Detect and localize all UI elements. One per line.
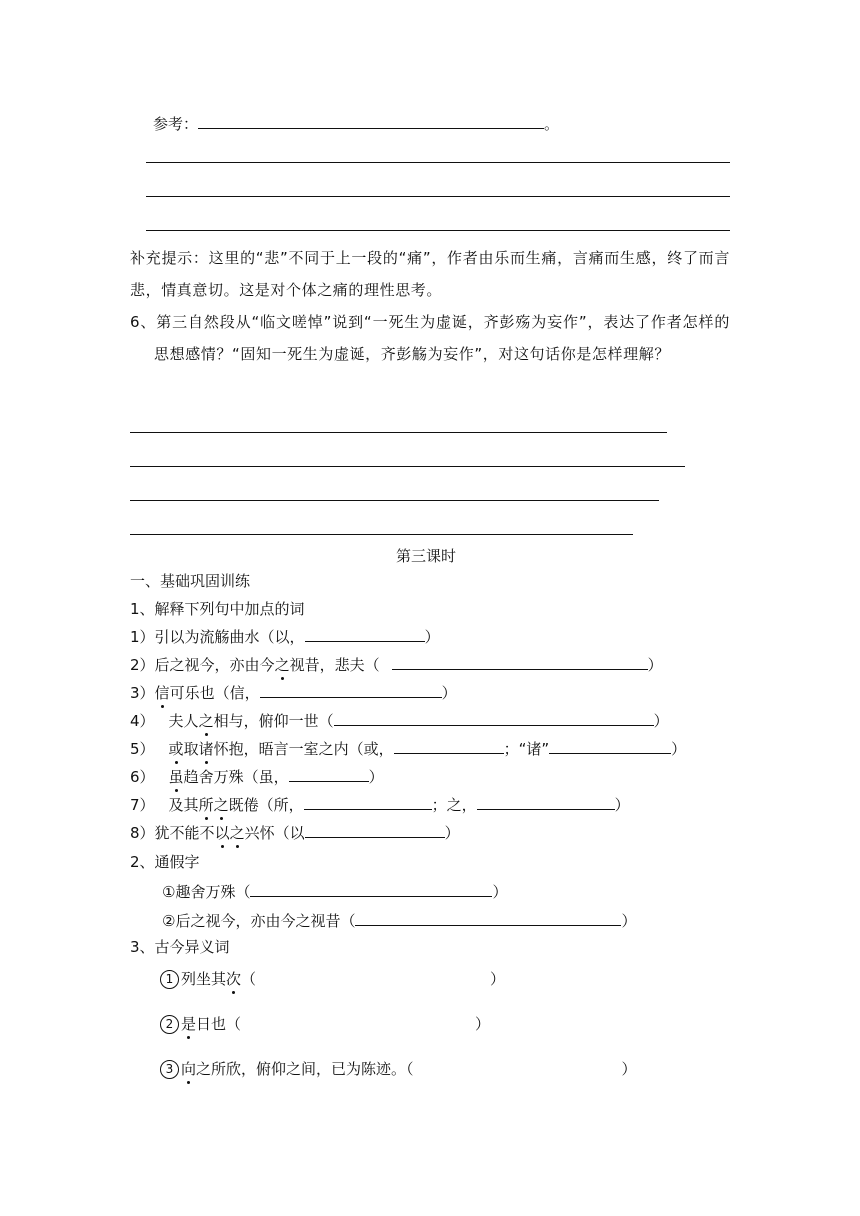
item-end: ）: [492, 883, 508, 901]
item-end: ）: [444, 824, 460, 842]
item-text: 夫人: [168, 712, 199, 730]
dotted-word: 之: [198, 712, 214, 730]
q1-item-1: [130, 625, 440, 647]
item-text: （: [241, 970, 257, 988]
item-text: 引以为流觞曲水（以，: [154, 628, 305, 646]
answer-blank[interactable]: [305, 821, 445, 838]
item-number: 8）: [130, 824, 155, 842]
q1-item-7: [130, 793, 630, 815]
answer-line-1[interactable]: [146, 162, 730, 163]
item-text: 列坐其: [181, 970, 227, 988]
q2-item-a: [162, 880, 507, 902]
item-end: ）: [368, 768, 384, 786]
item-number: 1）: [130, 628, 155, 646]
item-text: ；之，: [431, 796, 477, 814]
item-text: 视昔，悲夫（: [289, 656, 380, 674]
item-text: 之所欣，俯仰之间，已为陈迹。（: [196, 1060, 414, 1078]
answer-blank[interactable]: [477, 793, 615, 810]
item-end: ）: [653, 712, 669, 730]
reference-blank[interactable]: [198, 112, 544, 129]
answer-blank[interactable]: [305, 625, 425, 642]
item-end: ）: [647, 656, 663, 674]
q6-answer-line-4[interactable]: [130, 534, 633, 535]
answer-blank[interactable]: [260, 681, 442, 698]
q1-item-2: [130, 653, 663, 675]
dotted-word: 虽: [168, 768, 184, 786]
reference-end: 。: [544, 115, 560, 133]
item-text: ②后之视今，亦由今之视昔（: [162, 912, 356, 930]
reference-label: 参考：: [153, 115, 199, 133]
dotted-word: 或: [168, 740, 184, 758]
answer-blank[interactable]: [289, 765, 369, 782]
item-text: 趋舍万殊（虽，: [183, 768, 289, 786]
item-text: 后之视今，亦由今: [154, 656, 275, 674]
item-number: 4）: [130, 712, 155, 730]
item-end: ）: [614, 796, 630, 814]
answer-blank[interactable]: [549, 737, 671, 754]
question-2-heading: 2、通假字: [130, 853, 200, 871]
item-text: ①趣舍万殊（: [162, 883, 251, 901]
dotted-word: 之: [213, 796, 229, 814]
answer-blank[interactable]: [392, 653, 648, 670]
q1-item-8: [130, 821, 460, 843]
dotted-word: 之: [229, 824, 245, 842]
dotted-word: 向: [181, 1060, 197, 1078]
lesson-title: 第三课时: [396, 547, 457, 565]
reference-line: [153, 112, 559, 134]
dotted-word: 之: [274, 656, 290, 674]
item-text: 既倦（所，: [228, 796, 304, 814]
answer-blank[interactable]: [394, 737, 504, 754]
q3-item-c: [160, 1059, 637, 1079]
section-heading: 一、基础巩固训练: [130, 572, 251, 590]
item-number: 2）: [130, 656, 155, 674]
item-text: 相与，俯仰一世（: [213, 712, 334, 730]
dotted-word: 以: [214, 824, 230, 842]
item-text: 及其: [168, 796, 199, 814]
item-end: ）: [621, 1060, 637, 1078]
answer-line-3[interactable]: [146, 230, 730, 231]
dotted-word: 信: [154, 684, 170, 702]
item-text: 取: [183, 740, 199, 758]
question-3-heading: 3、古今异义词: [130, 938, 230, 956]
item-end: ）: [621, 912, 637, 930]
q3-item-b: [160, 1014, 490, 1034]
question-6: 6、第三自然段从“临文嗟悼”说到“一死生为虚诞，齐彭殇为妄作”，表达了作者怎样的思想感情？“固知一死生为虚诞，齐彭觞为妄作”，对这句话你是怎样理解？: [130, 313, 730, 363]
answer-line-2[interactable]: [146, 196, 730, 197]
answer-blank[interactable]: [250, 880, 492, 897]
item-number: 6）: [130, 768, 155, 786]
item-text: 兴怀（以: [244, 824, 305, 842]
answer-blank[interactable]: [334, 709, 654, 726]
item-end: ）: [424, 628, 440, 646]
item-number: 5）: [130, 740, 155, 758]
q1-item-3: [130, 681, 457, 703]
circled-number: 2: [160, 1015, 179, 1034]
item-text: 犹不能不: [154, 824, 215, 842]
answer-blank[interactable]: [355, 909, 621, 926]
q1-item-6: [130, 765, 384, 787]
q2-item-b: [162, 909, 636, 931]
dotted-word: 次: [226, 970, 242, 988]
q3-item-a: [160, 969, 505, 989]
item-text: 可乐也（信，: [169, 684, 260, 702]
item-text: 怀抱，晤言一室之内（或，: [213, 740, 394, 758]
dotted-word: 诸: [198, 740, 214, 758]
q1-item-5: [130, 737, 686, 759]
answer-blank[interactable]: [304, 793, 432, 810]
item-number: 7）: [130, 796, 155, 814]
hint-paragraph: 补充提示：这里的“悲”不同于上一段的“痛”，作者由乐而生痛，言痛而生感，终了而言悲，情真意切。这是对个体之痛的理性思考。: [130, 249, 730, 299]
q6-answer-line-2[interactable]: [130, 466, 685, 467]
item-number: 3）: [130, 684, 155, 702]
circled-number: 1: [160, 970, 179, 989]
item-end: ）: [475, 1015, 491, 1033]
item-end: ）: [441, 684, 457, 702]
item-text: 日也（: [196, 1015, 242, 1033]
item-end: ）: [671, 740, 687, 758]
item-end: ）: [490, 970, 506, 988]
q1-item-4: [130, 709, 669, 731]
q6-answer-line-3[interactable]: [130, 500, 659, 501]
circled-number: 3: [160, 1060, 179, 1079]
item-text: ；“诸”: [503, 740, 550, 758]
dotted-word: 所: [198, 796, 214, 814]
question-1-heading: 1、解释下列句中加点的词: [130, 600, 305, 618]
dotted-word: 是: [181, 1015, 197, 1033]
q6-answer-line-1[interactable]: [130, 432, 667, 433]
